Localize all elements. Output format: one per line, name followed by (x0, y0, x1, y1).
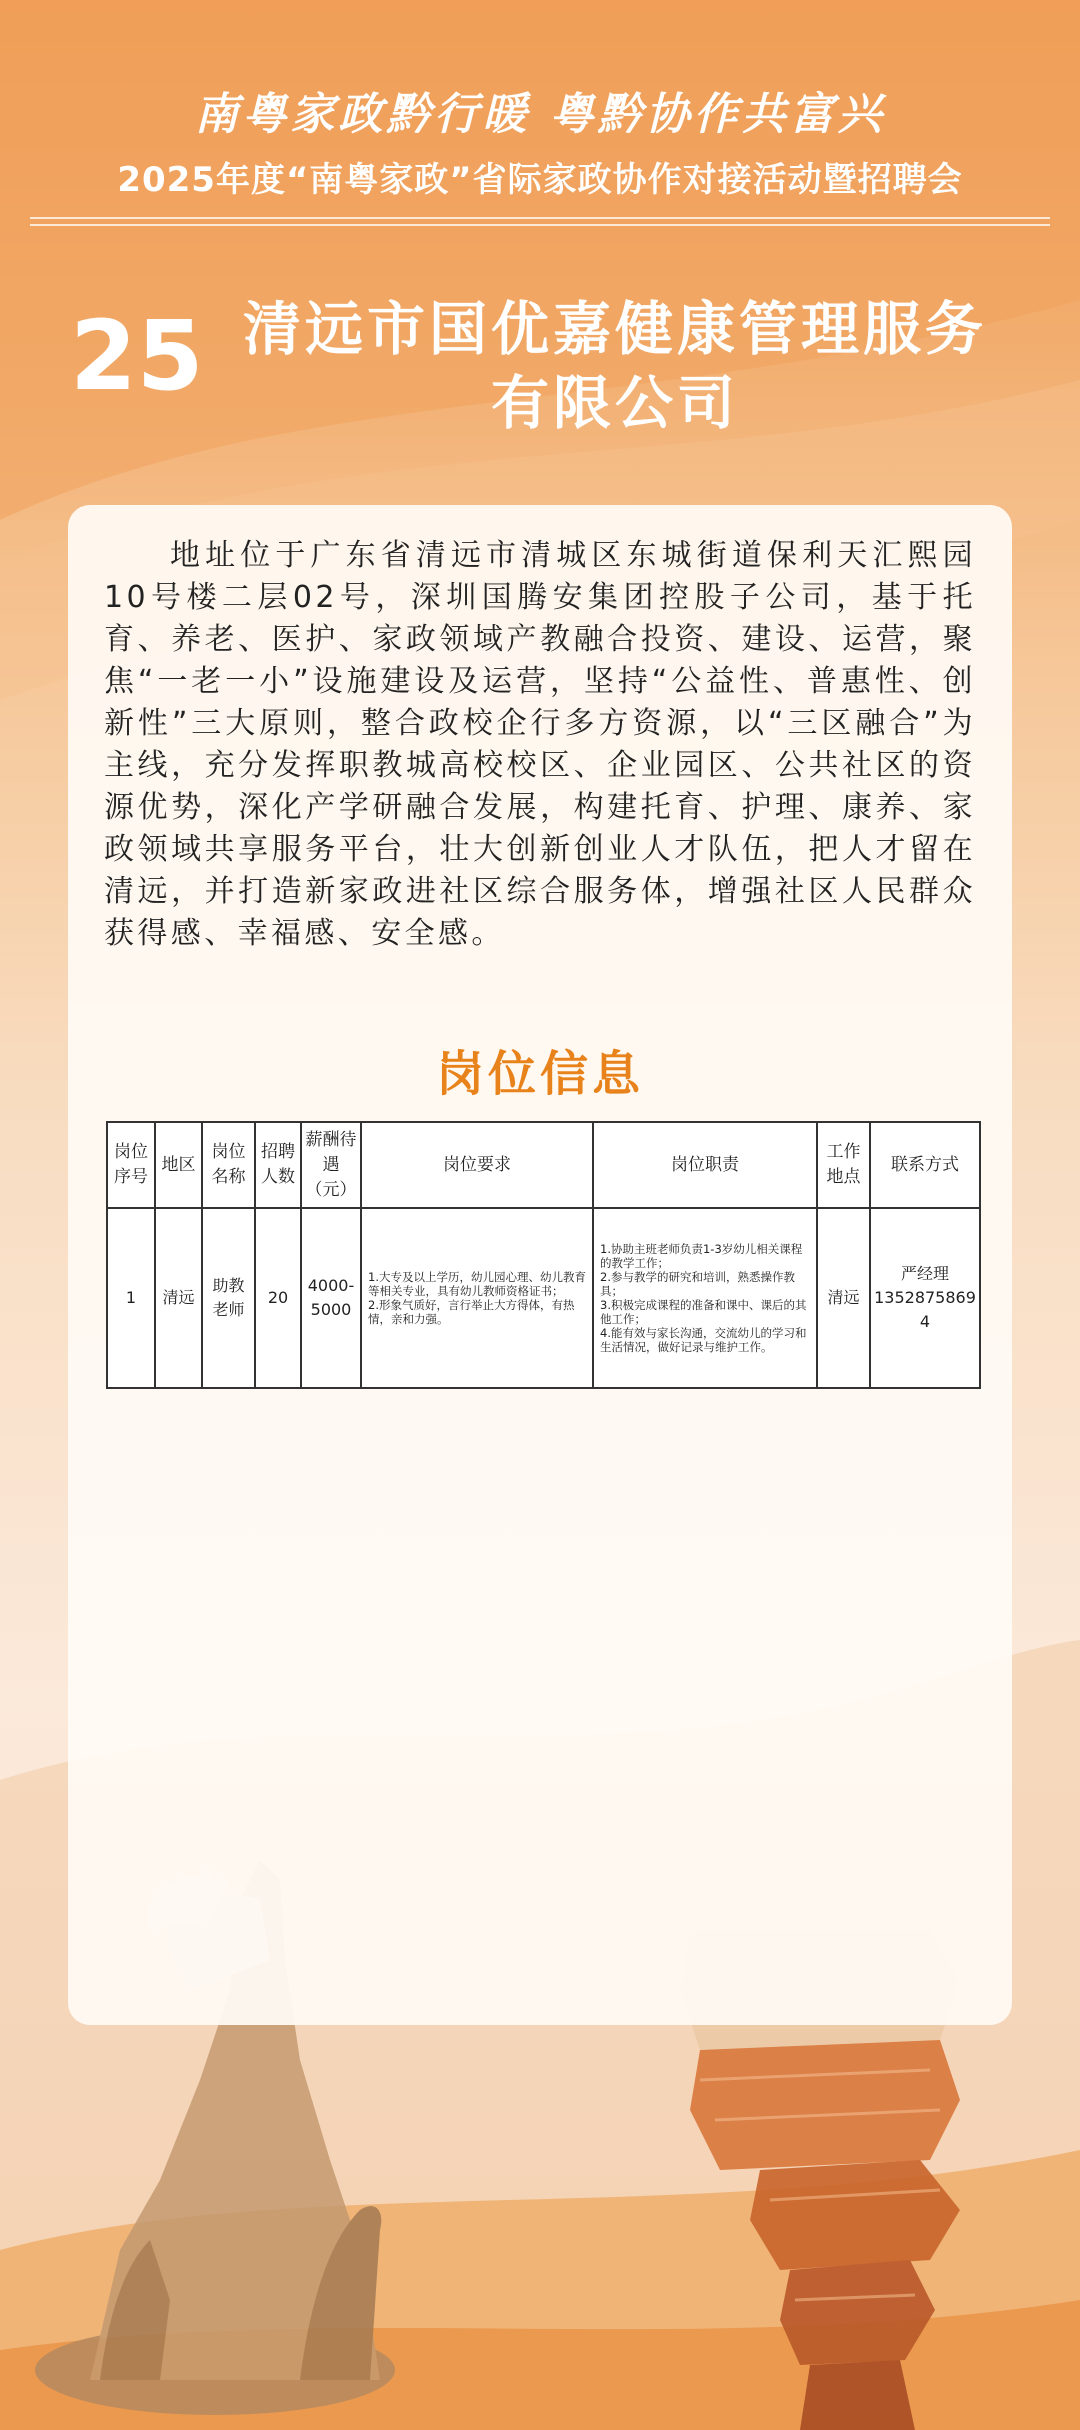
job-number: 1 (107, 1208, 155, 1388)
content-card (68, 505, 1012, 2025)
header-cell: 岗位序号 (107, 1122, 155, 1208)
slogan: 南粤家政黔行暖 粤黔协作共富兴 (194, 89, 886, 140)
company-number: 25 (70, 300, 204, 412)
section-title-job-info: 岗位信息 (435, 1046, 644, 1102)
job-position: 助教老师 (202, 1208, 255, 1388)
job-salary: 4000-5000 (301, 1208, 361, 1388)
job-duties: 1.协助主班老师负责1-3岁幼儿相关课程的教学工作； 2.参与教学的研究和培训，熟悉操作教具； 3.积极完成课程的准备和课中、课后的其他工作； 4.能有效与家长沟通，交流幼儿的学习和生活情况，做好记录与维护工作。 (593, 1208, 817, 1388)
job-location: 清远 (817, 1208, 870, 1388)
header-cell: 岗位职责 (593, 1122, 817, 1208)
job-count: 20 (255, 1208, 301, 1388)
event-title: 2025年度“南粤家政”省际家政协作对接活动暨招聘会 (117, 160, 963, 200)
divider-line (30, 224, 1050, 226)
contact-phone[interactable]: 13528758694 (874, 1288, 976, 1331)
header-cell: 工作地点 (817, 1122, 870, 1208)
header-cell: 招聘人数 (255, 1122, 301, 1208)
header-cell: 薪酬待遇（元） (301, 1122, 361, 1208)
header-cell: 岗位名称 (202, 1122, 255, 1208)
table-row (107, 1208, 980, 1388)
contact-name: 严经理 (900, 1264, 949, 1283)
job-contact (870, 1208, 980, 1388)
header-cell: 地区 (155, 1122, 202, 1208)
job-table (106, 1121, 981, 1389)
header-cell: 联系方式 (870, 1122, 980, 1208)
divider-line (30, 217, 1050, 219)
company-introduction: 地址位于广东省清远市清城区东城街道保利天汇熙园10号楼二层02号，深圳国腾安集团控股子公司，基于托育、养老、医护、家政领域产教融合投资、建设、运营，聚焦“一老一小”设施建设及运营，坚持“公益性、普惠性、创新性”三大原则，整合政校企行多方资源，以“三区融合”为主线，充分发挥职教城高校校区、企业园区、公共社区的资源优势，深化产学研融合发展，构建托育、护理、康养、家政领域共享服务平台，壮大创新创业人才队伍，把人才留在清远，并打造新家政进社区综合服务体，增强社区人民群众获得感、幸福感、安全感。 (104, 538, 976, 951)
header-cell: 岗位要求 (361, 1122, 593, 1208)
job-region: 清远 (155, 1208, 202, 1388)
job-requirements: 1.大专及以上学历，幼儿园心理、幼儿教育等相关专业，具有幼儿教师资格证书； 2.形象气质好，言行举止大方得体，有热情，亲和力强。 (361, 1208, 593, 1388)
table-header-row (107, 1122, 980, 1208)
company-name: 清远市国优嘉健康管理服务有限公司 (242, 295, 987, 437)
